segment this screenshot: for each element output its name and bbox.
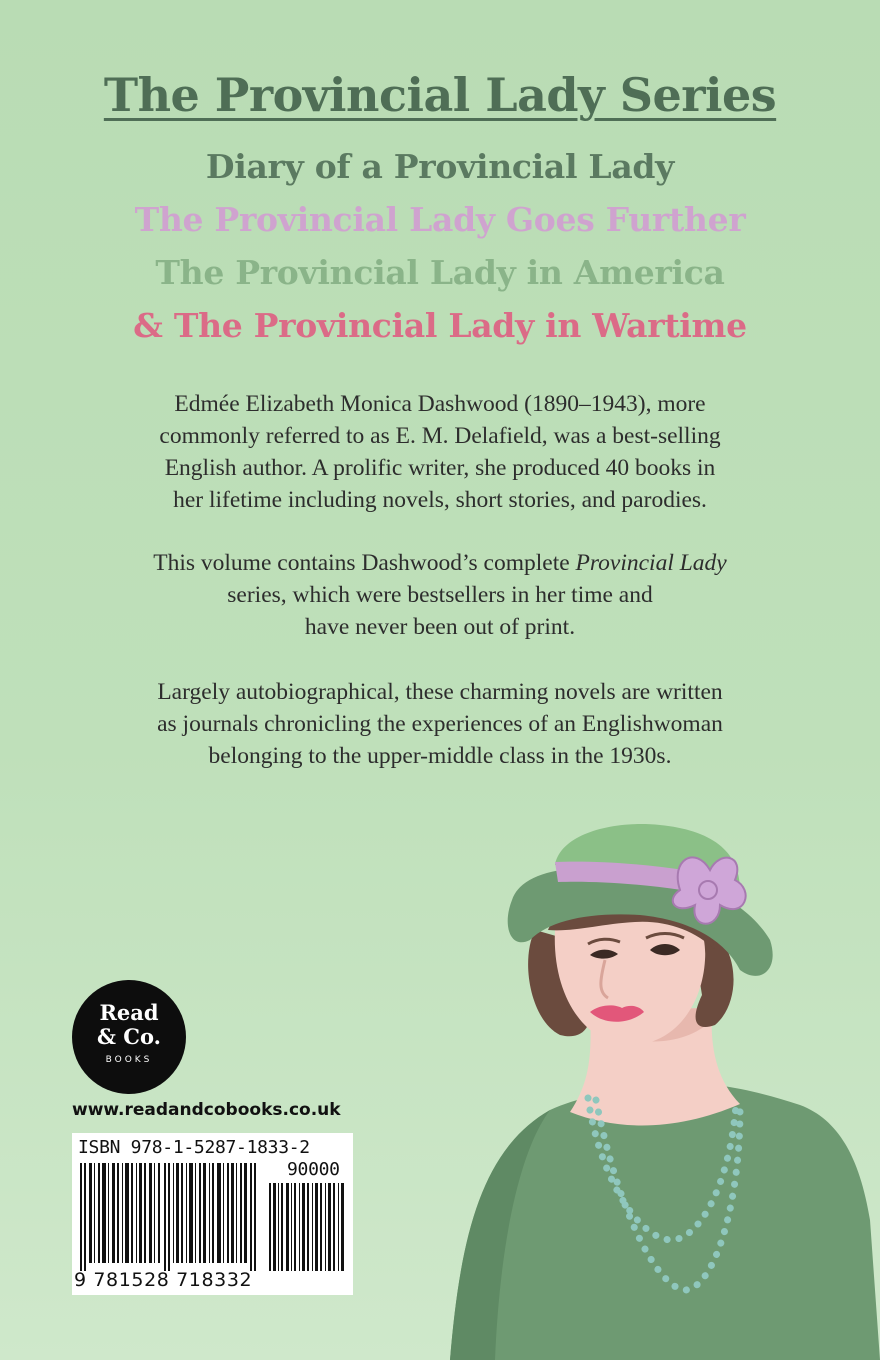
series-title: The Provincial Lady Series	[103, 68, 777, 122]
volume-line: series, which were bestsellers in her time and	[227, 582, 653, 608]
volume-line	[90, 547, 790, 579]
book-title-goes-further: The Provincial Lady Goes Further	[134, 200, 746, 239]
series-name-italic: Provincial Lady	[575, 550, 727, 576]
bio-line: her lifetime including novels, short stories, and parodies.	[173, 487, 707, 513]
description-line: belonging to the upper-middle class in the 1930s.	[208, 743, 672, 769]
volume-line: have never been out of print.	[304, 614, 576, 640]
bio-line: English author. A prolific writer, she produced 40 books in	[164, 455, 716, 481]
volume-paragraph	[90, 547, 790, 643]
publisher-logo	[72, 980, 186, 1094]
bio-line: Edmée Elizabeth Monica Dashwood (1890–1943), more	[174, 391, 706, 417]
publisher-website: www.readandcobooks.co.uk	[72, 1100, 341, 1120]
logo-text-books: BOOKS	[105, 1055, 153, 1065]
author-bio-paragraph	[90, 388, 790, 516]
volume-text: This volume contains Dashwood’s complete	[153, 550, 576, 576]
book-title-diary: Diary of a Provincial Lady	[205, 147, 675, 186]
logo-text-co: & Co.	[97, 1024, 161, 1049]
main-barcode-bars	[80, 1163, 258, 1271]
isbn-text: ISBN 978-1-5287-1833-2	[78, 1137, 310, 1158]
bio-line: commonly referred to as E. M. Delafield, was a best-selling	[159, 423, 721, 449]
isbn-barcode	[72, 1133, 353, 1295]
description-line: Largely autobiographical, these charming novels are written	[157, 679, 723, 705]
book-title-in-america: The Provincial Lady in America	[155, 253, 725, 292]
barcode-digits: 9 781528 718332	[74, 1269, 253, 1291]
logo-text-read: Read	[99, 1000, 159, 1025]
addon-barcode-bars	[269, 1183, 347, 1271]
book-title-in-wartime: & The Provincial Lady in Wartime	[133, 306, 747, 345]
provincial-lady-illustration	[440, 820, 880, 1360]
price-code: 90000	[287, 1159, 340, 1180]
description-line: as journals chronicling the experiences of an Englishwoman	[157, 711, 723, 737]
description-paragraph	[90, 676, 790, 772]
